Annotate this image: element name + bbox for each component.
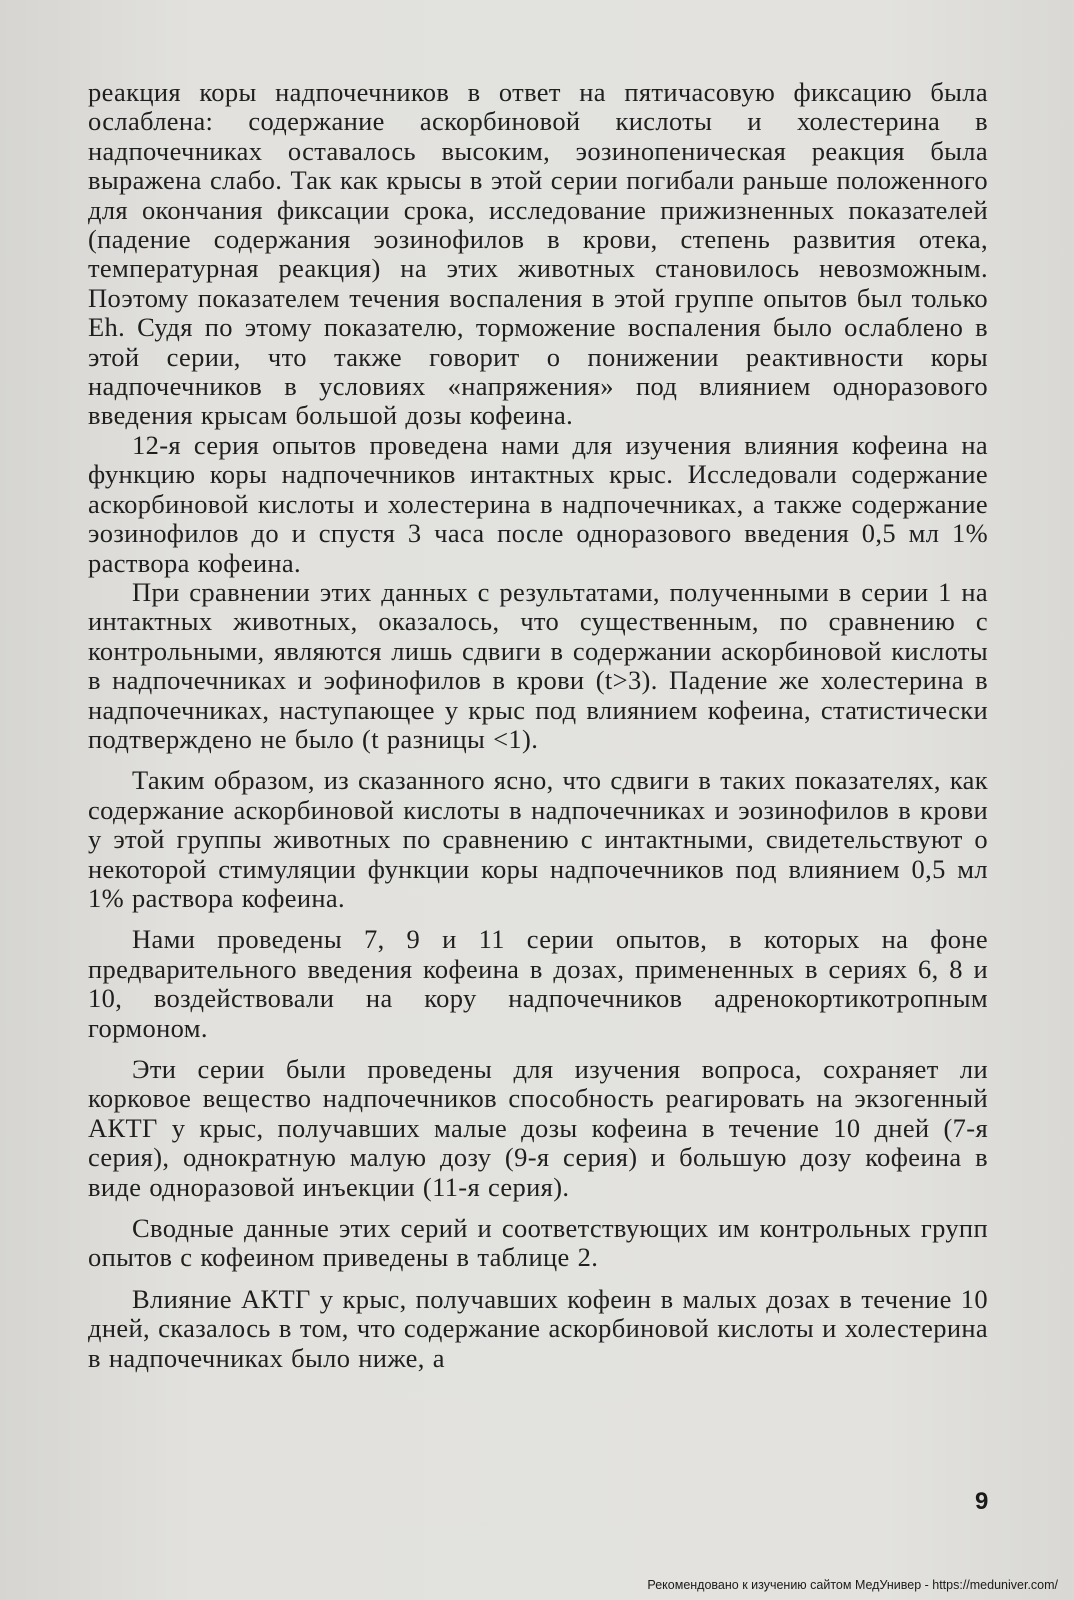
paragraph-continuation: реакция коры надпочечников в ответ на пятичасовую фиксацию была ослаблена: содержание аскорбиновой кислоты и холестерина в надпочечниках оставалось высоким, эозинопеническая реакция была выражена слабо. Так как крысы в этой серии погибали раньше положенного для окончания фиксации срока, исследование прижизненных показателей (падение содержания эозинофилов в крови, степень развития отека, температурная реакция) на этих животных становилось невозможным. Поэтому показателем течения воспаления в этой группе опытов был только Eh. Судя по этому показателю, торможение воспаления было ослаблено в этой серии, что также говорит о понижении реактивности коры надпочечников в условиях «напряжения» под влиянием одноразового введения крысам большой дозы кофеина. bbox=[88, 77, 988, 431]
paragraph-summary-table: Сводные данные этих серий и соответствующих им контрольных групп опытов с кофеином приведены в таблице 2. bbox=[88, 1213, 988, 1273]
paragraph-comparison: При сравнении этих данных с результатами, полученными в серии 1 на интактных животных, оказалось, что существенным, по сравнению с контрольными, являются лишь сдвиги в содержании аскорбиновой кислоты в надпочечниках и эофинофилов в крови (t>3). Падение же холестерина в надпочечниках, наступающее у крыс под влиянием кофеина, статистически подтверждено не было (t разницы <1). bbox=[88, 576, 988, 754]
watermark-text: Рекомендовано к изучению сайтом МедУнивер - https://meduniver.com/ bbox=[647, 1578, 1058, 1592]
paragraph-series-7-9-11: Нами проведены 7, 9 и 11 серии опытов, в которых на фоне предварительного введения кофеина в дозах, примененных в сериях 6, 8 и 10, воздействовали на кору надпочечников адренокортикотропным гормоном. bbox=[88, 924, 988, 1043]
page-number: 9 bbox=[975, 1488, 989, 1515]
paragraph-actg-effect: Влияние АКТГ у крыс, получавших кофеин в малых дозах в течение 10 дней, сказалось в том, что содержание аскорбиновой кислоты и холестерина в надпочечниках было ниже, а bbox=[88, 1283, 988, 1373]
paragraph-purpose: Эти серии были проведены для изучения вопроса, сохраняет ли корковое вещество надпочечников способность реагировать на экзогенный АКТГ у крыс, получавших малые дозы кофеина в течение 10 дней (7-я серия), однократную малую дозу (9-я серия) и большую дозу кофеина в виде одноразовой инъекции (11-я серия). bbox=[88, 1054, 988, 1202]
body-text bbox=[88, 78, 988, 1373]
paragraph-series-12: 12-я серия опытов проведена нами для изучения влияния кофеина на функцию коры надпочечников интактных крыс. Исследовали содержание аскорбиновой кислоты и холестерина в надпочечниках, а также содержание эозинофилов до и спустя 3 часа после одноразового введения 0,5 мл 1% раствора кофеина. bbox=[88, 429, 988, 578]
paragraph-conclusion: Таким образом, из сказанного ясно, что сдвиги в таких показателях, как содержание аскорбиновой кислоты в надпочечниках и эозинофилов в крови у этой группы животных по сравнению с интактными, свидетельствуют о некоторой стимуляции функции коры надпочечников под влиянием 0,5 мл 1% раствора кофеина. bbox=[88, 765, 988, 913]
